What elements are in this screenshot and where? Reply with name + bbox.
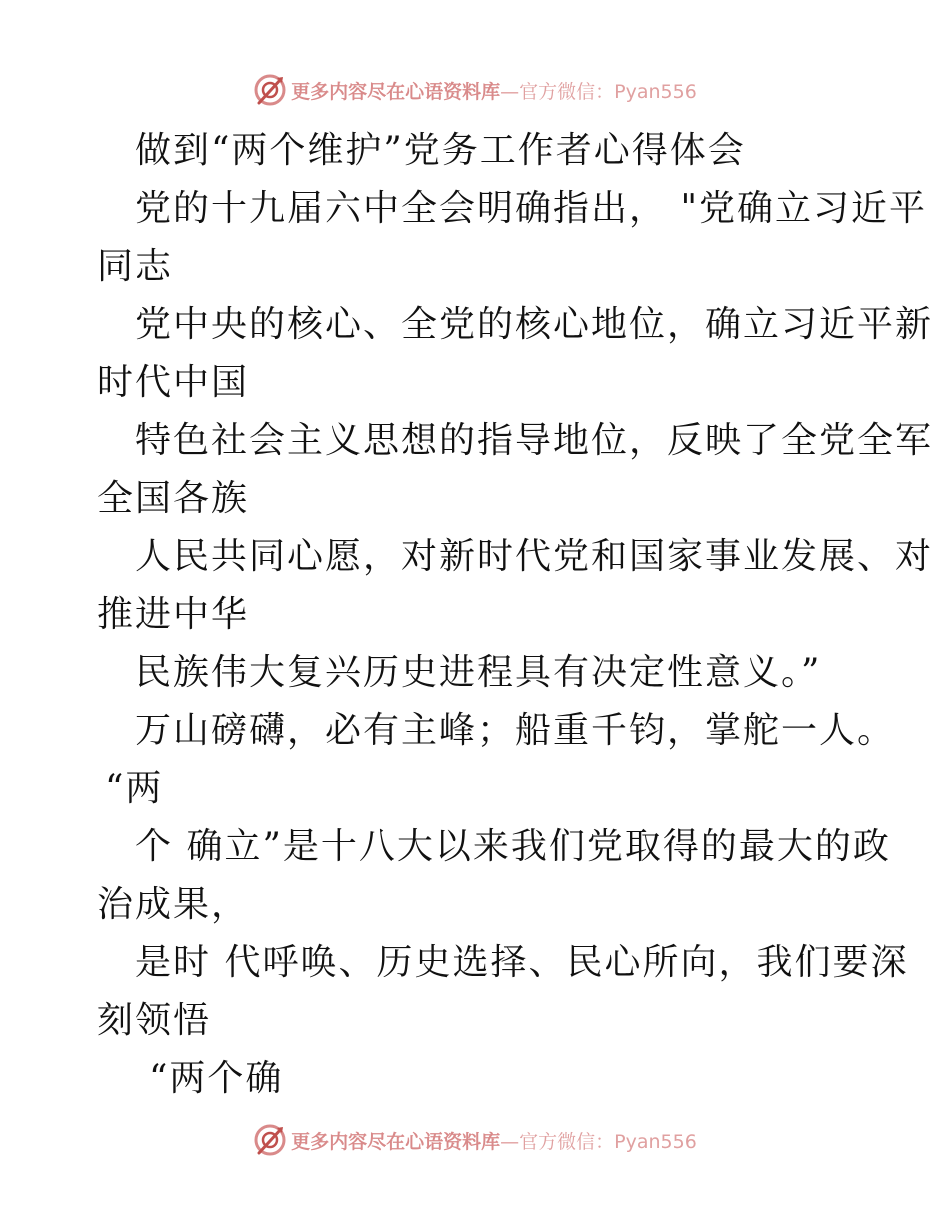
text-line: 万山磅礴，必有主峰；船重千钧，掌舵一人。 — [135, 710, 896, 751]
footer-contact: —官方微信：Pyan556 — [500, 1130, 697, 1153]
text-line: 党的十九届六中全会明确指出， "党确立习近平 — [135, 188, 928, 229]
text-line: 特色社会主义思想的指导地位，反映了全党全军 — [135, 420, 934, 461]
logo-icon — [253, 1123, 287, 1157]
footer-brand: 更多内容尽在心语资料库 — [291, 1130, 501, 1153]
logo-icon — [253, 73, 287, 107]
text-line: 时代中国 — [97, 362, 250, 403]
text-line: 个 确立”是十八大以来我们党取得的最大的政 — [135, 826, 891, 867]
text-line: 刻领悟 — [97, 1000, 212, 1041]
text-line: “两 — [105, 768, 164, 809]
header-watermark-text — [291, 77, 697, 104]
text-line: 是时 代呼唤、历史选择、民心所向，我们要深 — [135, 942, 909, 983]
text-line: 推进中华 — [97, 594, 250, 635]
footer-watermark — [0, 1120, 950, 1160]
text-line: “两个确 — [149, 1058, 284, 1099]
text-line: 同志 — [97, 246, 174, 287]
text-line: 全国各族 — [97, 478, 250, 519]
header-brand: 更多内容尽在心语资料库 — [291, 80, 501, 103]
document-body — [97, 122, 934, 1108]
text-line: 党中央的核心、全党的核心地位，确立习近平新 — [135, 304, 934, 345]
header-watermark — [0, 70, 950, 110]
document-title: 做到“两个维护”党务工作者心得体会 — [135, 130, 746, 171]
text-line: 人民共同心愿，对新时代党和国家事业发展、对 — [135, 536, 934, 577]
header-contact: —官方微信：Pyan556 — [500, 80, 697, 103]
footer-watermark-text — [291, 1127, 697, 1154]
text-line: 民族伟大复兴历史进程具有决定性意义。” — [135, 652, 822, 693]
text-line: 治成果， — [97, 884, 250, 925]
